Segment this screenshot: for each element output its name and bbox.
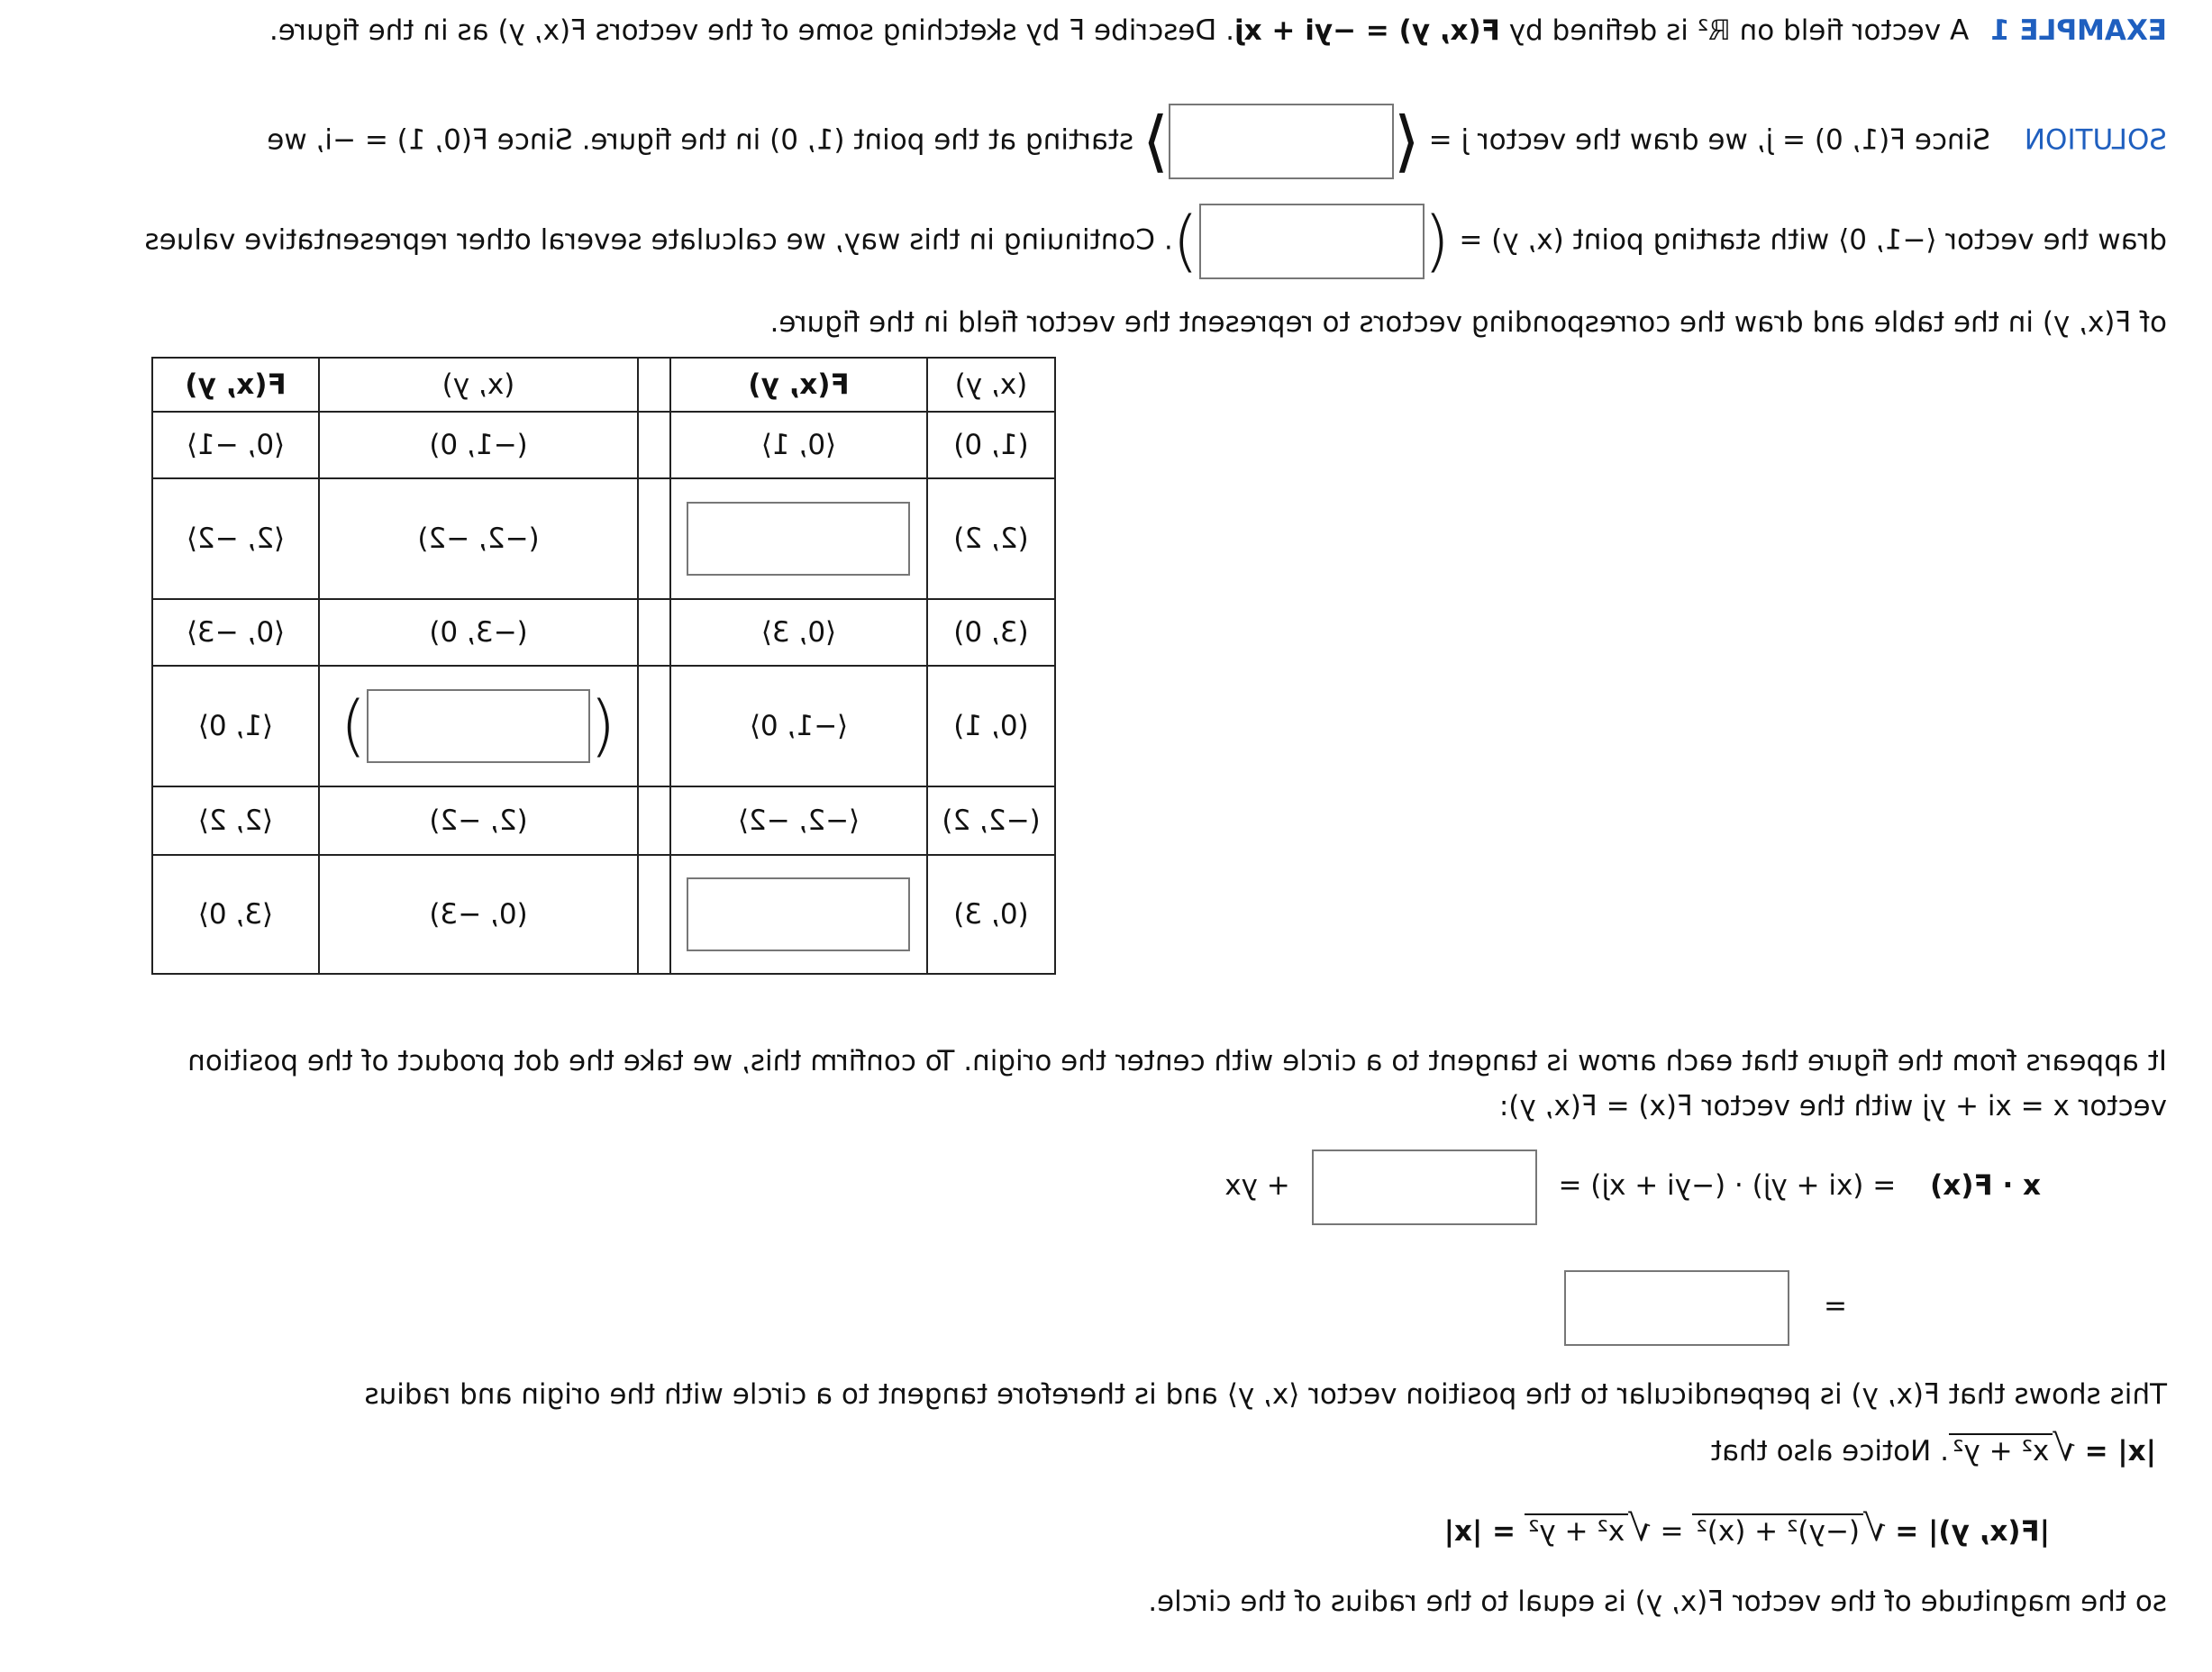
table-row bbox=[152, 786, 1055, 855]
cell-xy: (2, −2) bbox=[319, 786, 638, 855]
table-row bbox=[152, 666, 1055, 786]
cell-xy: (−1, 0) bbox=[319, 412, 638, 478]
radicand-2: x² + y² bbox=[1525, 1513, 1628, 1548]
paragraph3-line1: This shows that F(x, y) is perpendicular to the position vector ⟨x, y⟩ and is therefore tangent to a circle with the origin and radius bbox=[364, 1378, 2167, 1411]
sqrt-icon: √ bbox=[1862, 1508, 1887, 1549]
cell-F: ⟨−2, −2⟩ bbox=[670, 786, 927, 855]
radicand: x² + y² bbox=[1949, 1433, 2053, 1468]
solution-label: SOLUTION bbox=[2024, 123, 2167, 157]
cell-xy: (0, 1) bbox=[927, 666, 1055, 786]
cell-F: ⟨0, 1⟩ bbox=[670, 412, 927, 478]
dot-eq1: = (xi + yj) · (−yi + xj) = bbox=[1558, 1169, 1897, 1202]
answer-box-dot-result[interactable] bbox=[1564, 1270, 1789, 1346]
header-xy-2: (x, y) bbox=[319, 358, 638, 412]
paragraph2-line1: It appears from the figure that each arrow is tangent to a circle with center the origin. To confirm this, we take the dot product of the position bbox=[187, 1045, 2167, 1077]
solution-line-1 bbox=[267, 104, 2167, 179]
angle-open: ⟨ bbox=[1393, 103, 1420, 180]
solution-line2-b: . Continuing in this way, we calculate several other representative values bbox=[144, 223, 1173, 257]
r2-symbol: ℝ² bbox=[1697, 14, 1731, 47]
table-header-row bbox=[152, 358, 1055, 412]
table-spacer bbox=[638, 666, 670, 786]
closing-sentence: so the magnitude of the vector F(x, y) is equal to the radius of the circle. bbox=[1148, 1586, 2167, 1618]
cell-F: ⟨3, 0⟩ bbox=[152, 855, 319, 974]
sqrt-expression bbox=[1949, 1428, 2076, 1469]
solution-line-3: of F(x, y) in the table and draw the corresponding vectors to represent the vector field in the figure. bbox=[769, 306, 2167, 339]
cell-F-answer bbox=[670, 855, 927, 974]
cell-F: ⟨−1, 0⟩ bbox=[670, 666, 927, 786]
table-spacer bbox=[638, 412, 670, 478]
table-spacer bbox=[638, 358, 670, 412]
cell-F: ⟨0, −3⟩ bbox=[152, 599, 319, 666]
magnitude-mid: = bbox=[1660, 1515, 1684, 1548]
cell-xy: (0, −3) bbox=[319, 855, 638, 974]
table-spacer bbox=[638, 599, 670, 666]
answer-box-F-2-2[interactable] bbox=[687, 502, 911, 576]
header-xy-1: (x, y) bbox=[927, 358, 1055, 412]
answer-box-xy-1-0[interactable] bbox=[367, 689, 590, 763]
solution-line2-a: draw the vector ⟨−1, 0⟩ with starting point (x, y) = bbox=[1459, 223, 2167, 257]
answer-box-dot-term[interactable] bbox=[1312, 1150, 1537, 1225]
table-row bbox=[152, 478, 1055, 599]
example-text-b: is defined by bbox=[1499, 14, 1698, 47]
paragraph3-line2-b: . Notice also that bbox=[1710, 1435, 1949, 1468]
example-label: EXAMPLE 1 bbox=[1990, 14, 2167, 47]
cell-xy: (−2, −2) bbox=[319, 478, 638, 599]
paren-close: ) bbox=[1172, 203, 1199, 280]
cell-xy: (1, 0) bbox=[927, 412, 1055, 478]
magnitude-equation bbox=[1443, 1508, 2050, 1549]
magnitude-lhs: |F(x, y)| = bbox=[1895, 1515, 2050, 1548]
answer-box-j-vector[interactable] bbox=[1169, 104, 1394, 179]
sqrt-expression-1 bbox=[1692, 1508, 1887, 1549]
solution-line-2 bbox=[145, 204, 2167, 279]
example-text-c: . Describe F by sketching some of the vectors F(x, y) as in the figure. bbox=[269, 14, 1235, 47]
norm-x-eq: |x| = bbox=[2084, 1435, 2156, 1468]
table-spacer bbox=[638, 786, 670, 855]
cell-xy: (−3, 0) bbox=[319, 599, 638, 666]
answer-box-start-point[interactable] bbox=[1199, 204, 1425, 279]
radicand-1: (−y)² + (x)² bbox=[1692, 1513, 1863, 1548]
cell-xy: (−2, 2) bbox=[927, 786, 1055, 855]
angle-close: ⟩ bbox=[1142, 103, 1169, 180]
dot-tail: + yx bbox=[1224, 1169, 1290, 1202]
cell-F: ⟨2, −2⟩ bbox=[152, 478, 319, 599]
magnitude-rhs: = |x| bbox=[1443, 1515, 1516, 1548]
cell-F-answer bbox=[670, 478, 927, 599]
paragraph2-line2: vector x = xi + yj with the vector F(x) = F(x, y): bbox=[1498, 1090, 2167, 1122]
table-spacer bbox=[638, 478, 670, 599]
header-F-1: F(x, y) bbox=[670, 358, 927, 412]
cell-xy: (3, 0) bbox=[927, 599, 1055, 666]
cell-xy: (0, 3) bbox=[927, 855, 1055, 974]
solution-line1-b: starting at the point (1, 0) in the figure. Since F(0, 1) = −i, we bbox=[267, 123, 1134, 157]
table-spacer bbox=[638, 855, 670, 974]
cell-F: ⟨2, 2⟩ bbox=[152, 786, 319, 855]
cell-F: ⟨0, −1⟩ bbox=[152, 412, 319, 478]
answer-box-F-0-3[interactable] bbox=[687, 877, 911, 951]
paren-open: ( bbox=[1424, 203, 1451, 280]
table-row bbox=[152, 599, 1055, 666]
dot-lhs: x · F(x) bbox=[1930, 1169, 2041, 1202]
dot-product-line1 bbox=[1224, 1148, 2041, 1225]
solution-line1-a: Since F(1, 0) = j, we draw the vector j = bbox=[1428, 123, 1990, 157]
sqrt-expression-2 bbox=[1525, 1508, 1652, 1549]
paren-close: ) bbox=[341, 687, 367, 765]
example-text-a: A vector field on bbox=[1730, 14, 1970, 47]
values-table bbox=[151, 357, 1056, 975]
paren-open: ( bbox=[590, 687, 616, 765]
paragraph3-line2 bbox=[1710, 1428, 2156, 1469]
cell-xy-answer bbox=[319, 666, 638, 786]
cell-xy: (2, 2) bbox=[927, 478, 1055, 599]
sqrt-icon: √ bbox=[2053, 1428, 2076, 1469]
cell-F: ⟨1, 0⟩ bbox=[152, 666, 319, 786]
example-statement bbox=[269, 13, 2167, 49]
dot-product-line2 bbox=[1564, 1268, 1847, 1346]
cell-F: ⟨0, 3⟩ bbox=[670, 599, 927, 666]
table-row bbox=[152, 855, 1055, 974]
dot-eq2: = bbox=[1824, 1290, 1847, 1322]
table-row bbox=[152, 412, 1055, 478]
header-F-2: F(x, y) bbox=[152, 358, 319, 412]
field-definition: F(x, y) = −yi + xj bbox=[1234, 14, 1500, 47]
sqrt-icon: √ bbox=[1628, 1508, 1652, 1549]
